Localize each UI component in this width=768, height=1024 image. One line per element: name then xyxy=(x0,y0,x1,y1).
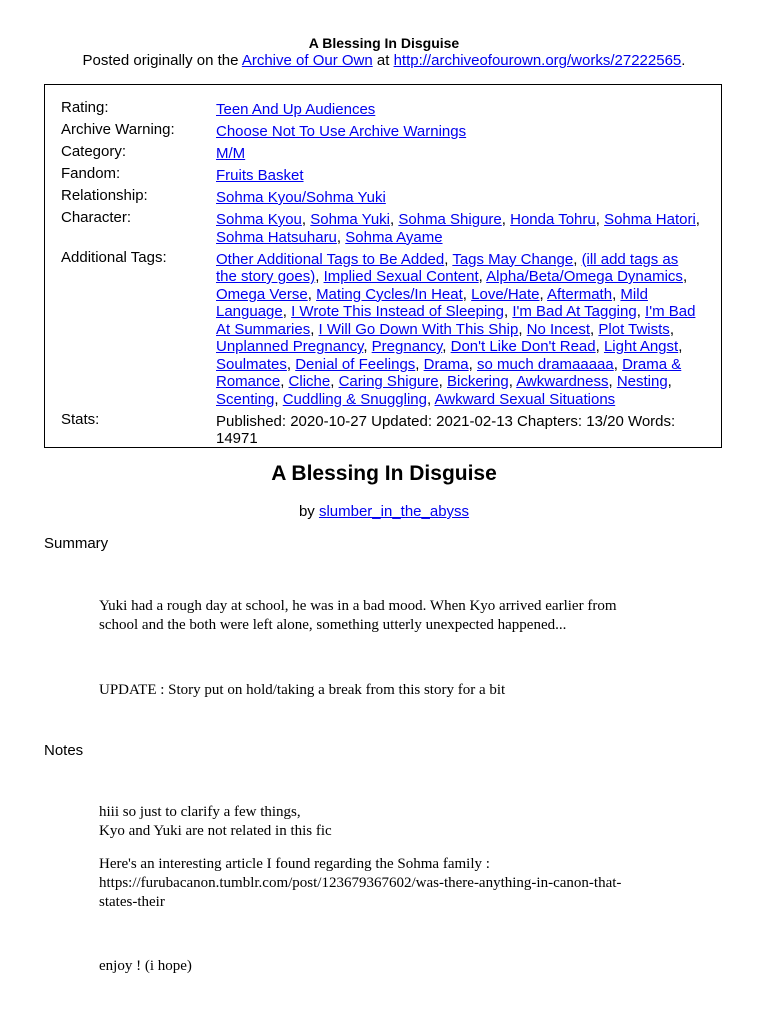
tag-link[interactable]: Other Additional Tags to Be Added xyxy=(216,250,445,268)
posted-line xyxy=(0,52,768,69)
tag-link[interactable]: Omega Verse xyxy=(216,285,308,303)
character-link[interactable]: Sohma Yuki xyxy=(310,211,391,228)
warning-link[interactable]: Choose Not To Use Archive Warnings xyxy=(216,123,467,140)
tag-link[interactable]: No Incest xyxy=(526,320,591,338)
tag-link[interactable]: Scenting xyxy=(216,390,275,408)
notes-paragraph-1 xyxy=(99,803,659,841)
posted-prefix: Posted originally on the xyxy=(82,52,242,69)
tag-link[interactable]: Awkward Sexual Situations xyxy=(434,390,616,408)
character-link[interactable]: Sohma Kyou xyxy=(216,211,302,228)
character-link[interactable]: Sohma Shigure xyxy=(398,211,502,228)
tag-link[interactable]: Mild Language xyxy=(216,285,648,320)
work-url-link[interactable]: http://archiveofourown.org/works/27222565 xyxy=(393,52,682,69)
tag-link[interactable]: Drama xyxy=(423,355,469,373)
tag-link[interactable]: Unplanned Pregnancy xyxy=(216,338,364,355)
tag-link[interactable]: Plot Twists xyxy=(598,320,670,338)
tag-link[interactable]: Soulmates xyxy=(216,355,287,373)
tag-link[interactable]: Implied Sexual Content xyxy=(323,268,479,285)
tag-link[interactable]: Bickering xyxy=(446,373,509,390)
posted-mid: at xyxy=(372,52,394,69)
notes-paragraph-2: Here's an interesting article I found regarding the Sohma family : https://furubacanon.tumblr.com/post/123679367602/was-there-anything-in-canon-that-states-their xyxy=(99,856,622,910)
tag-link[interactable]: Light Angst xyxy=(603,338,679,355)
character-link[interactable]: Honda Tohru xyxy=(510,211,596,228)
category-label: Category: xyxy=(61,143,127,160)
byline xyxy=(0,503,768,520)
tag-link[interactable]: Mating Cycles/In Heat xyxy=(316,285,463,303)
relationship-link[interactable]: Sohma Kyou/Sohma Yuki xyxy=(216,189,386,206)
tag-link[interactable]: I Wrote This Instead of Sleeping xyxy=(291,303,504,320)
byline-prefix: by xyxy=(298,503,319,520)
rating-link[interactable]: Teen And Up Audiences xyxy=(216,101,376,118)
character-link[interactable]: Sohma Ayame xyxy=(345,228,443,246)
warning-label: Archive Warning: xyxy=(61,121,175,138)
metadata-table xyxy=(61,99,701,450)
category-row xyxy=(61,143,701,165)
tag-link[interactable]: so much dramaaaaa xyxy=(477,355,614,373)
fandom-row xyxy=(61,165,701,187)
relationship-label: Relationship: xyxy=(61,187,148,204)
tag-link[interactable]: Cuddling & Snuggling xyxy=(282,390,427,408)
rating-label: Rating: xyxy=(61,99,109,116)
notes-line-2: Kyo and Yuki are not related in this fic xyxy=(99,823,332,839)
fandom-link[interactable]: Fruits Basket xyxy=(216,167,304,184)
stats-label: Stats: xyxy=(61,410,100,428)
category-link[interactable]: M/M xyxy=(216,145,246,162)
character-link[interactable]: Sohma Hatsuharu xyxy=(216,228,337,246)
relationship-row xyxy=(61,187,701,209)
summary-paragraph-1: Yuki had a rough day at school, he was in a bad mood. When Kyo arrived earlier from school and the both were left alone, something utterly unexpected happened... xyxy=(99,598,617,633)
tag-link[interactable]: Cliche xyxy=(288,373,331,390)
character-row xyxy=(61,209,701,249)
tag-list: Other Additional Tags to Be Added, Tags May Change, (ill add tags as the story goes), Implied Sexual Content, Alpha/Beta/Omega Dynamics, Omega Verse, Mating Cycles/In Heat, Love/Hate, Aftermath, Mild Language, I Wrote This Instead of Sleeping, I'm Bad At Tagging, I'm Bad At Summaries, I Will Go Down With This Ship, No Incest, Plot Twists, Unplanned Pregnancy, Pregnancy, Don't Like Don't Read, Light Angst, Soulmates, Denial of Feelings, Drama, so much dramaaaaa, Drama & Romance, Cliche, Caring Shigure, Bickering, Awkwardness, Nesting, Scenting, Cuddling & Snuggling, Awkward Sexual Situations xyxy=(216,250,696,408)
tag-link[interactable]: Aftermath xyxy=(547,285,613,303)
tags-label: Additional Tags: xyxy=(61,248,167,266)
archive-link[interactable]: Archive of Our Own xyxy=(241,52,373,69)
tag-link[interactable]: I'm Bad At Summaries xyxy=(216,303,696,338)
rating-row xyxy=(61,99,701,121)
posted-suffix: . xyxy=(681,52,686,69)
tag-link[interactable]: Awkwardness xyxy=(516,373,609,390)
tag-link[interactable]: Pregnancy xyxy=(371,338,443,355)
tag-link[interactable]: Nesting xyxy=(616,373,668,390)
character-list: Sohma Kyou, Sohma Yuki, Sohma Shigure, Honda Tohru, Sohma Hatori, Sohma Hatsuharu, Sohma Ayame xyxy=(216,211,700,246)
tag-link[interactable]: I'm Bad At Tagging xyxy=(512,303,637,320)
author-link[interactable]: slumber_in_the_abyss xyxy=(318,503,470,520)
notes-line-1: hiii so just to clarify a few things, xyxy=(99,804,301,820)
character-link[interactable]: Sohma Hatori xyxy=(604,211,696,228)
stats-value: Published: 2020-10-27 Updated: 2021-02-13 Chapters: 13/20 Words: 14971 xyxy=(216,412,676,447)
stats-row xyxy=(61,411,701,451)
tag-link[interactable]: Drama & Romance xyxy=(216,355,682,390)
work-title: A Blessing In Disguise xyxy=(271,462,497,485)
tag-link[interactable]: Caring Shigure xyxy=(338,373,439,390)
warning-row xyxy=(61,121,701,143)
tag-link[interactable]: I Will Go Down With This Ship xyxy=(318,320,519,338)
tags-row xyxy=(61,249,701,411)
metadata-box xyxy=(44,84,722,448)
document-header-title: A Blessing In Disguise xyxy=(308,35,460,51)
tag-link[interactable]: Denial of Feelings xyxy=(295,355,416,373)
tag-link[interactable]: Love/Hate xyxy=(471,285,540,303)
tag-link[interactable]: Don't Like Don't Read xyxy=(450,338,596,355)
summary-paragraph-2: UPDATE : Story put on hold/taking a break from this story for a bit xyxy=(99,682,506,698)
tag-link[interactable]: (ill add tags as the story goes) xyxy=(216,250,679,285)
tag-link[interactable]: Tags May Change xyxy=(452,250,574,268)
tag-link[interactable]: Alpha/Beta/Omega Dynamics xyxy=(486,268,683,285)
notes-heading: Notes xyxy=(44,742,84,759)
character-label: Character: xyxy=(61,209,132,226)
summary-heading: Summary xyxy=(44,535,109,552)
fandom-label: Fandom: xyxy=(61,165,121,182)
notes-paragraph-3: enjoy ! (i hope) xyxy=(99,958,192,974)
